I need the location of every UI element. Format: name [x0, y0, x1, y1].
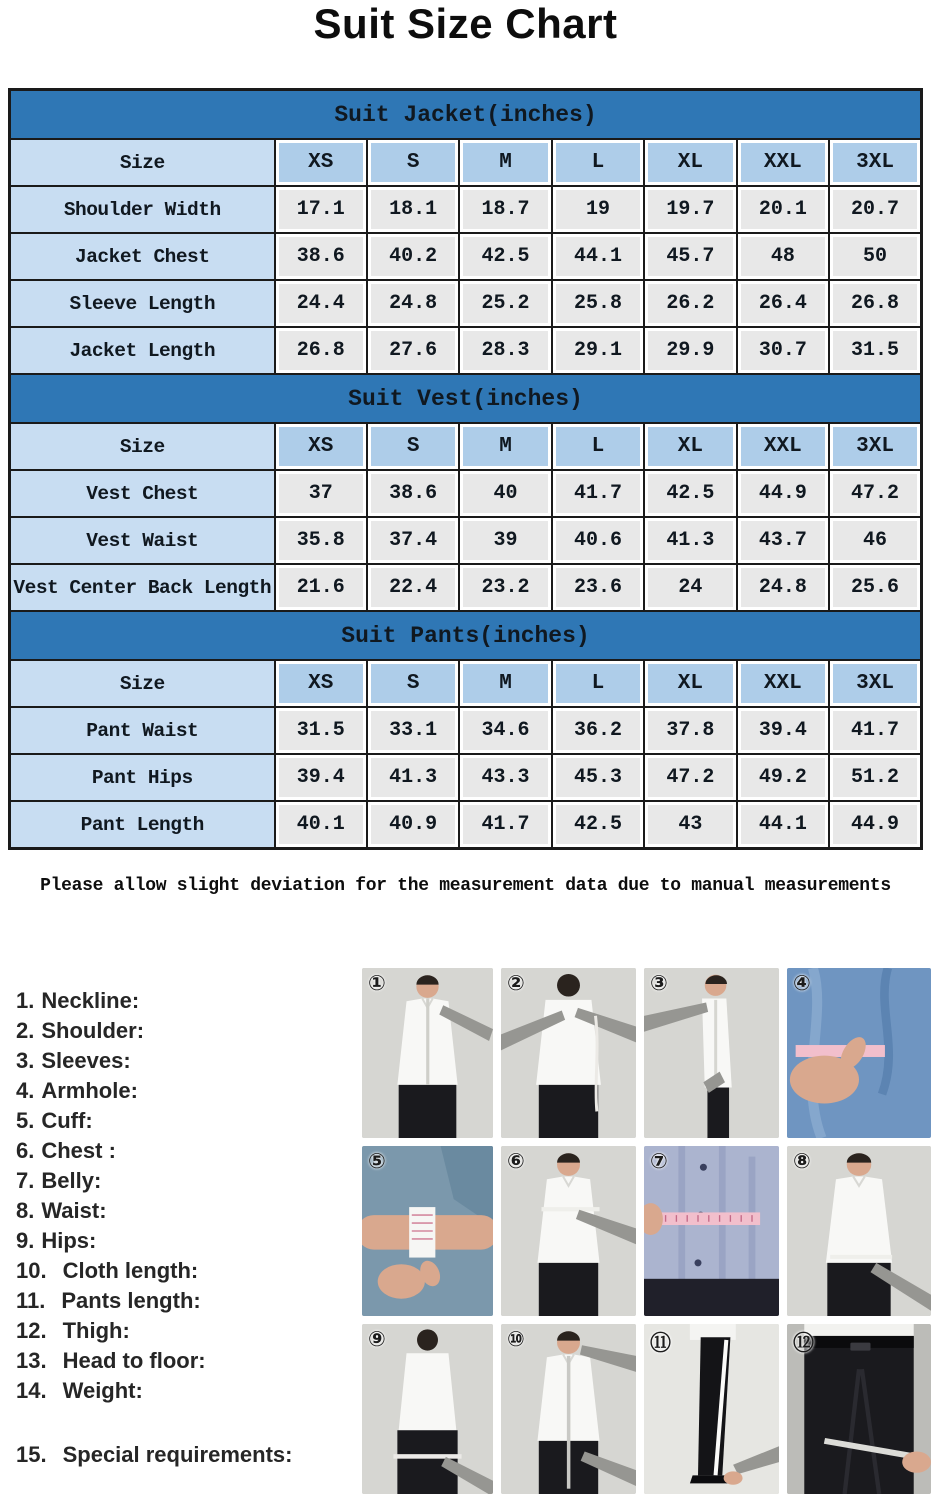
value-cell: 23.6 [552, 564, 644, 611]
value-cell: 41.3 [644, 517, 736, 564]
value-cell: 44.9 [829, 801, 921, 849]
value-cell: 26.8 [275, 327, 367, 374]
measure-item: 9. Hips: [16, 1228, 97, 1253]
waist-measure-photo [787, 1146, 931, 1316]
value-cell: 24.8 [737, 564, 829, 611]
value-cell: 29.9 [644, 327, 736, 374]
measure-item: 8. Waist: [16, 1198, 107, 1223]
value-cell: 26.4 [737, 280, 829, 327]
hips-measure-photo [362, 1324, 493, 1494]
measure-item: 12. Thigh: [16, 1318, 130, 1343]
photo-number-badge: ⑨ [368, 1327, 386, 1351]
value-cell: 44.1 [737, 801, 829, 849]
photo-number-badge: ① [368, 971, 386, 995]
size-header-cell: XL [644, 660, 736, 707]
value-cell: 42.5 [552, 801, 644, 849]
value-cell: 42.5 [644, 470, 736, 517]
value-cell: 19 [552, 186, 644, 233]
photo-number-badge: ③ [650, 971, 668, 995]
measure-item: 7. Belly: [16, 1168, 102, 1193]
chest-measure-photo [501, 1146, 636, 1316]
value-cell: 49.2 [737, 754, 829, 801]
row-label-cell: Vest Chest [10, 470, 275, 517]
value-cell: 24.8 [367, 280, 459, 327]
measure-item: 14. Weight: [16, 1378, 143, 1403]
deviation-note: Please allow slight deviation for the measurement data due to manual measurements [40, 876, 891, 896]
size-header-cell: 3XL [829, 660, 921, 707]
photo-number-badge: ⑤ [368, 1149, 386, 1173]
value-cell: 47.2 [829, 470, 921, 517]
value-cell: 45.7 [644, 233, 736, 280]
value-cell: 45.3 [552, 754, 644, 801]
value-cell: 38.6 [275, 233, 367, 280]
row-label-cell: Jacket Length [10, 327, 275, 374]
photo-number-badge: ⑫ [793, 1331, 814, 1355]
size-label-cell: Size [10, 660, 275, 707]
size-header-cell: XS [275, 423, 367, 470]
row-label-cell: Vest Center Back Length [10, 564, 275, 611]
value-cell: 26.8 [829, 280, 921, 327]
value-cell: 33.1 [367, 707, 459, 754]
value-cell: 24.4 [275, 280, 367, 327]
row-label-cell: Vest Waist [10, 517, 275, 564]
size-label-cell: Size [10, 423, 275, 470]
photo-number-badge: ⑧ [793, 1149, 811, 1173]
size-header-cell: 3XL [829, 139, 921, 186]
value-cell: 37 [275, 470, 367, 517]
size-header-cell: L [552, 423, 644, 470]
value-cell: 40.9 [367, 801, 459, 849]
value-cell: 26.2 [644, 280, 736, 327]
size-header-cell: S [367, 660, 459, 707]
size-header-cell: XS [275, 660, 367, 707]
value-cell: 42.5 [459, 233, 551, 280]
size-header-cell: 3XL [829, 423, 921, 470]
value-cell: 23.2 [459, 564, 551, 611]
value-cell: 25.2 [459, 280, 551, 327]
measure-item: 6. Chest : [16, 1138, 116, 1163]
value-cell: 41.7 [459, 801, 551, 849]
value-cell: 19.7 [644, 186, 736, 233]
neckline-measure-photo [362, 968, 493, 1138]
section-header-2: Suit Pants(inches) [10, 611, 922, 660]
measure-item: 1. Neckline: [16, 988, 140, 1013]
photo-number-badge: ② [507, 971, 525, 995]
value-cell: 40.1 [275, 801, 367, 849]
row-label-cell: Pant Waist [10, 707, 275, 754]
size-header-cell: XL [644, 423, 736, 470]
section-header-0: Suit Jacket(inches) [10, 90, 922, 140]
value-cell: 50 [829, 233, 921, 280]
photo-number-badge: ⑩ [507, 1327, 525, 1351]
belly-measure-photo [644, 1146, 779, 1316]
value-cell: 37.8 [644, 707, 736, 754]
value-cell: 24 [644, 564, 736, 611]
size-header-cell: M [459, 139, 551, 186]
photo-number-badge: ⑥ [507, 1149, 525, 1173]
value-cell: 47.2 [644, 754, 736, 801]
measure-item: 11. Pants length: [16, 1288, 201, 1313]
value-cell: 44.9 [737, 470, 829, 517]
photo-number-badge: ④ [793, 971, 811, 995]
value-cell: 46 [829, 517, 921, 564]
size-header-cell: S [367, 423, 459, 470]
size-chart-body [10, 90, 922, 849]
size-header-cell: S [367, 139, 459, 186]
value-cell: 41.3 [367, 754, 459, 801]
value-cell: 22.4 [367, 564, 459, 611]
value-cell: 43 [644, 801, 736, 849]
size-header-cell: XS [275, 139, 367, 186]
page-title: Suit Size Chart [313, 0, 618, 47]
section-header-1: Suit Vest(inches) [10, 374, 922, 423]
row-label-cell: Shoulder Width [10, 186, 275, 233]
photo-number-badge: ⑪ [650, 1331, 671, 1355]
value-cell: 31.5 [275, 707, 367, 754]
value-cell: 43.3 [459, 754, 551, 801]
measure-item: 5. Cuff: [16, 1108, 93, 1133]
row-label-cell: Sleeve Length [10, 280, 275, 327]
value-cell: 29.1 [552, 327, 644, 374]
row-label-cell: Jacket Chest [10, 233, 275, 280]
measure-item: 2. Shoulder: [16, 1018, 145, 1043]
size-header-cell: XXL [737, 423, 829, 470]
value-cell: 38.6 [367, 470, 459, 517]
value-cell: 39 [459, 517, 551, 564]
shoulder-measure-photo [501, 968, 636, 1138]
size-header-cell: M [459, 660, 551, 707]
armhole-measure-photo [787, 968, 931, 1138]
row-label-cell: Pant Hips [10, 754, 275, 801]
value-cell: 41.7 [829, 707, 921, 754]
value-cell: 48 [737, 233, 829, 280]
measure-item: 10. Cloth length: [16, 1258, 199, 1283]
row-label-cell: Pant Length [10, 801, 275, 849]
pants-length-photo [644, 1324, 779, 1494]
value-cell: 40.2 [367, 233, 459, 280]
cuff-measure-photo [362, 1146, 493, 1316]
value-cell: 28.3 [459, 327, 551, 374]
measure-item: 13. Head to floor: [16, 1348, 206, 1373]
value-cell: 18.1 [367, 186, 459, 233]
size-header-cell: XXL [737, 139, 829, 186]
value-cell: 44.1 [552, 233, 644, 280]
value-cell: 17.1 [275, 186, 367, 233]
value-cell: 30.7 [737, 327, 829, 374]
value-cell: 34.6 [459, 707, 551, 754]
sleeve-measure-photo [644, 968, 779, 1138]
value-cell: 20.1 [737, 186, 829, 233]
value-cell: 20.7 [829, 186, 921, 233]
size-label-cell: Size [10, 139, 275, 186]
value-cell: 25.8 [552, 280, 644, 327]
value-cell: 37.4 [367, 517, 459, 564]
value-cell: 25.6 [829, 564, 921, 611]
value-cell: 18.7 [459, 186, 551, 233]
value-cell: 35.8 [275, 517, 367, 564]
value-cell: 21.6 [275, 564, 367, 611]
size-header-cell: M [459, 423, 551, 470]
value-cell: 36.2 [552, 707, 644, 754]
value-cell: 39.4 [737, 707, 829, 754]
size-header-cell: XXL [737, 660, 829, 707]
value-cell: 39.4 [275, 754, 367, 801]
value-cell: 43.7 [737, 517, 829, 564]
value-cell: 40 [459, 470, 551, 517]
value-cell: 41.7 [552, 470, 644, 517]
thigh-measure-photo [787, 1324, 931, 1494]
size-header-cell: L [552, 139, 644, 186]
value-cell: 40.6 [552, 517, 644, 564]
size-header-cell: L [552, 660, 644, 707]
photo-grid [362, 968, 931, 1500]
size-chart-table [8, 88, 923, 850]
value-cell: 27.6 [367, 327, 459, 374]
cloth-length-photo [501, 1324, 636, 1494]
value-cell: 51.2 [829, 754, 921, 801]
size-header-cell: XL [644, 139, 736, 186]
value-cell: 31.5 [829, 327, 921, 374]
measure-item: 4. Armhole: [16, 1078, 138, 1103]
measurement-list [16, 986, 360, 1470]
measure-item: 15. Special requirements: [16, 1442, 293, 1467]
measure-item: 3. Sleeves: [16, 1048, 131, 1073]
photo-number-badge: ⑦ [650, 1149, 668, 1173]
